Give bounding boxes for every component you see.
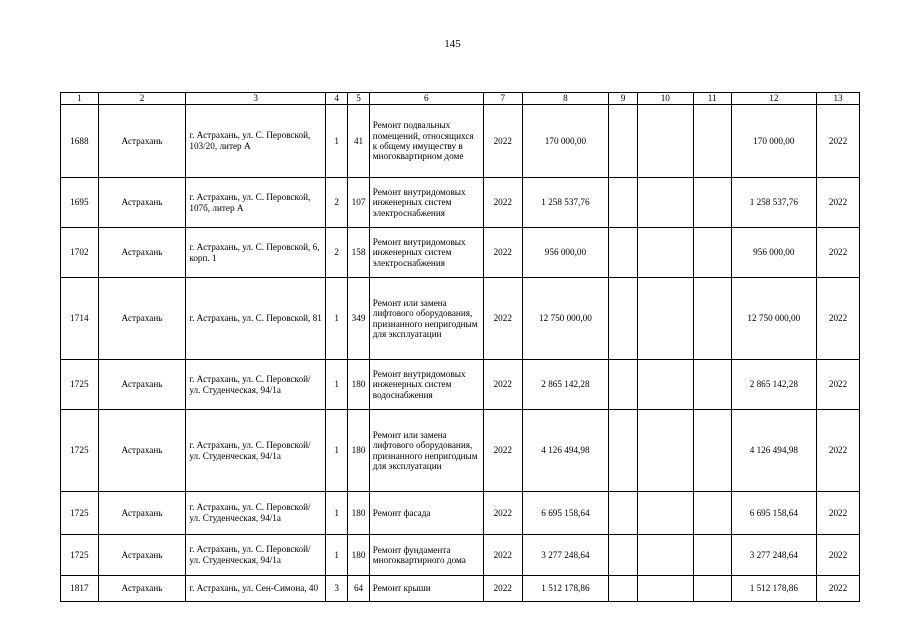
cell-record-number: 1725 <box>61 492 99 535</box>
cell-col10 <box>637 535 693 576</box>
cell-col13: 2022 <box>817 178 860 228</box>
capital-repair-table <box>60 92 860 602</box>
cell-address: г. Астрахань, ул. Сен-Симона, 40 <box>186 576 326 602</box>
cell-col5: 349 <box>348 278 369 360</box>
cell-col4: 1 <box>325 410 347 492</box>
cell-total-cost: 956 000,00 <box>522 228 609 278</box>
cell-work-type: Ремонт или замена лифтового оборудования, признанного непригодным для эксплуатации <box>369 278 483 360</box>
cell-address: г. Астрахань, ул. С. Перовской, 107б, литер А <box>186 178 326 228</box>
cell-record-number: 1725 <box>61 410 99 492</box>
cell-col12: 2 865 142,28 <box>731 360 817 410</box>
cell-total-cost: 6 695 158,64 <box>522 492 609 535</box>
cell-col4: 1 <box>325 492 347 535</box>
cell-address: г. Астрахань, ул. С. Перовской/ ул. Студенческая, 94/1а <box>186 535 326 576</box>
cell-work-type: Ремонт крыши <box>369 576 483 602</box>
cell-work-type: Ремонт подвальных помещений, относящихся к общему имуществу в многоквартирном доме <box>369 105 483 178</box>
cell-col9 <box>609 535 638 576</box>
cell-year: 2022 <box>483 535 522 576</box>
cell-col11 <box>693 105 731 178</box>
cell-col10 <box>637 105 693 178</box>
cell-col4: 3 <box>325 576 347 602</box>
cell-work-type: Ремонт внутридомовых инженерных систем электроснабжения <box>369 228 483 278</box>
cell-record-number: 1688 <box>61 105 99 178</box>
cell-address: г. Астрахань, ул. С. Перовской/ ул. Студенческая, 94/1а <box>186 360 326 410</box>
column-header: 11 <box>693 93 731 105</box>
column-header: 4 <box>325 93 347 105</box>
cell-col9 <box>609 576 638 602</box>
cell-record-number: 1702 <box>61 228 99 278</box>
cell-col5: 158 <box>348 228 369 278</box>
cell-col9 <box>609 410 638 492</box>
cell-year: 2022 <box>483 228 522 278</box>
cell-record-number: 1695 <box>61 178 99 228</box>
column-header: 6 <box>369 93 483 105</box>
cell-col4: 1 <box>325 105 347 178</box>
cell-col11 <box>693 410 731 492</box>
cell-col5: 180 <box>348 360 369 410</box>
column-header: 8 <box>522 93 609 105</box>
cell-city: Астрахань <box>98 576 186 602</box>
cell-col9 <box>609 105 638 178</box>
cell-col10 <box>637 360 693 410</box>
cell-total-cost: 4 126 494,98 <box>522 410 609 492</box>
cell-col13: 2022 <box>817 492 860 535</box>
cell-col11 <box>693 576 731 602</box>
cell-year: 2022 <box>483 278 522 360</box>
cell-col11 <box>693 360 731 410</box>
cell-col4: 1 <box>325 360 347 410</box>
cell-col12: 4 126 494,98 <box>731 410 817 492</box>
table-row <box>61 228 860 278</box>
cell-col5: 41 <box>348 105 369 178</box>
cell-work-type: Ремонт фундамента многоквартирного дома <box>369 535 483 576</box>
column-header: 10 <box>637 93 693 105</box>
cell-col11 <box>693 178 731 228</box>
cell-col11 <box>693 278 731 360</box>
cell-col10 <box>637 228 693 278</box>
cell-col9 <box>609 492 638 535</box>
cell-col12: 1 512 178,86 <box>731 576 817 602</box>
cell-col12: 3 277 248,64 <box>731 535 817 576</box>
cell-work-type: Ремонт фасада <box>369 492 483 535</box>
cell-city: Астрахань <box>98 535 186 576</box>
cell-city: Астрахань <box>98 360 186 410</box>
cell-year: 2022 <box>483 576 522 602</box>
table-row <box>61 178 860 228</box>
cell-total-cost: 170 000,00 <box>522 105 609 178</box>
cell-work-type: Ремонт внутридомовых инженерных систем водоснабжения <box>369 360 483 410</box>
cell-year: 2022 <box>483 360 522 410</box>
cell-total-cost: 1 258 537,76 <box>522 178 609 228</box>
cell-col13: 2022 <box>817 360 860 410</box>
cell-col12: 170 000,00 <box>731 105 817 178</box>
cell-address: г. Астрахань, ул. С. Перовской, 81 <box>186 278 326 360</box>
page-number: 145 <box>444 38 461 50</box>
cell-total-cost: 3 277 248,64 <box>522 535 609 576</box>
cell-col10 <box>637 178 693 228</box>
cell-record-number: 1725 <box>61 360 99 410</box>
cell-total-cost: 12 750 000,00 <box>522 278 609 360</box>
table-row <box>61 105 860 178</box>
cell-col12: 1 258 537,76 <box>731 178 817 228</box>
cell-col12: 12 750 000,00 <box>731 278 817 360</box>
cell-col11 <box>693 535 731 576</box>
cell-col9 <box>609 278 638 360</box>
cell-col9 <box>609 178 638 228</box>
column-header: 3 <box>186 93 326 105</box>
table-row <box>61 576 860 602</box>
cell-col13: 2022 <box>817 410 860 492</box>
table-row <box>61 535 860 576</box>
cell-record-number: 1725 <box>61 535 99 576</box>
cell-city: Астрахань <box>98 278 186 360</box>
cell-col4: 1 <box>325 278 347 360</box>
cell-year: 2022 <box>483 410 522 492</box>
cell-year: 2022 <box>483 105 522 178</box>
cell-col13: 2022 <box>817 278 860 360</box>
cell-total-cost: 1 512 178,86 <box>522 576 609 602</box>
cell-col5: 180 <box>348 535 369 576</box>
cell-record-number: 1817 <box>61 576 99 602</box>
cell-col10 <box>637 410 693 492</box>
column-header: 1 <box>61 93 99 105</box>
cell-address: г. Астрахань, ул. С. Перовской/ ул. Студенческая, 94/1а <box>186 492 326 535</box>
column-header: 2 <box>98 93 186 105</box>
cell-col4: 2 <box>325 228 347 278</box>
cell-city: Астрахань <box>98 492 186 535</box>
cell-city: Астрахань <box>98 410 186 492</box>
cell-col5: 107 <box>348 178 369 228</box>
cell-city: Астрахань <box>98 228 186 278</box>
table-row <box>61 492 860 535</box>
cell-city: Астрахань <box>98 178 186 228</box>
cell-work-type: Ремонт или замена лифтового оборудования, признанного непригодным для эксплуатации <box>369 410 483 492</box>
column-header: 5 <box>348 93 369 105</box>
cell-address: г. Астрахань, ул. С. Перовской, 6, корп. 1 <box>186 228 326 278</box>
cell-address: г. Астрахань, ул. С. Перовской/ ул. Студенческая, 94/1а <box>186 410 326 492</box>
cell-col11 <box>693 228 731 278</box>
cell-col10 <box>637 492 693 535</box>
column-header: 7 <box>483 93 522 105</box>
cell-col12: 6 695 158,64 <box>731 492 817 535</box>
cell-col5: 64 <box>348 576 369 602</box>
table-row <box>61 360 860 410</box>
cell-col5: 180 <box>348 492 369 535</box>
cell-year: 2022 <box>483 178 522 228</box>
column-header: 12 <box>731 93 817 105</box>
cell-col13: 2022 <box>817 228 860 278</box>
table-row <box>61 278 860 360</box>
cell-address: г. Астрахань, ул. С. Перовской, 103/20, литер А <box>186 105 326 178</box>
cell-col4: 1 <box>325 535 347 576</box>
cell-col11 <box>693 492 731 535</box>
cell-col13: 2022 <box>817 105 860 178</box>
cell-col10 <box>637 278 693 360</box>
cell-total-cost: 2 865 142,28 <box>522 360 609 410</box>
cell-city: Астрахань <box>98 105 186 178</box>
cell-col13: 2022 <box>817 576 860 602</box>
table-row <box>61 410 860 492</box>
cell-col13: 2022 <box>817 535 860 576</box>
cell-col12: 956 000,00 <box>731 228 817 278</box>
column-header: 9 <box>609 93 638 105</box>
column-header: 13 <box>817 93 860 105</box>
cell-col9 <box>609 360 638 410</box>
cell-col10 <box>637 576 693 602</box>
cell-col5: 180 <box>348 410 369 492</box>
cell-col9 <box>609 228 638 278</box>
cell-col4: 2 <box>325 178 347 228</box>
cell-year: 2022 <box>483 492 522 535</box>
header-row <box>61 93 860 105</box>
cell-work-type: Ремонт внутридомовых инженерных систем электроснабжения <box>369 178 483 228</box>
cell-record-number: 1714 <box>61 278 99 360</box>
